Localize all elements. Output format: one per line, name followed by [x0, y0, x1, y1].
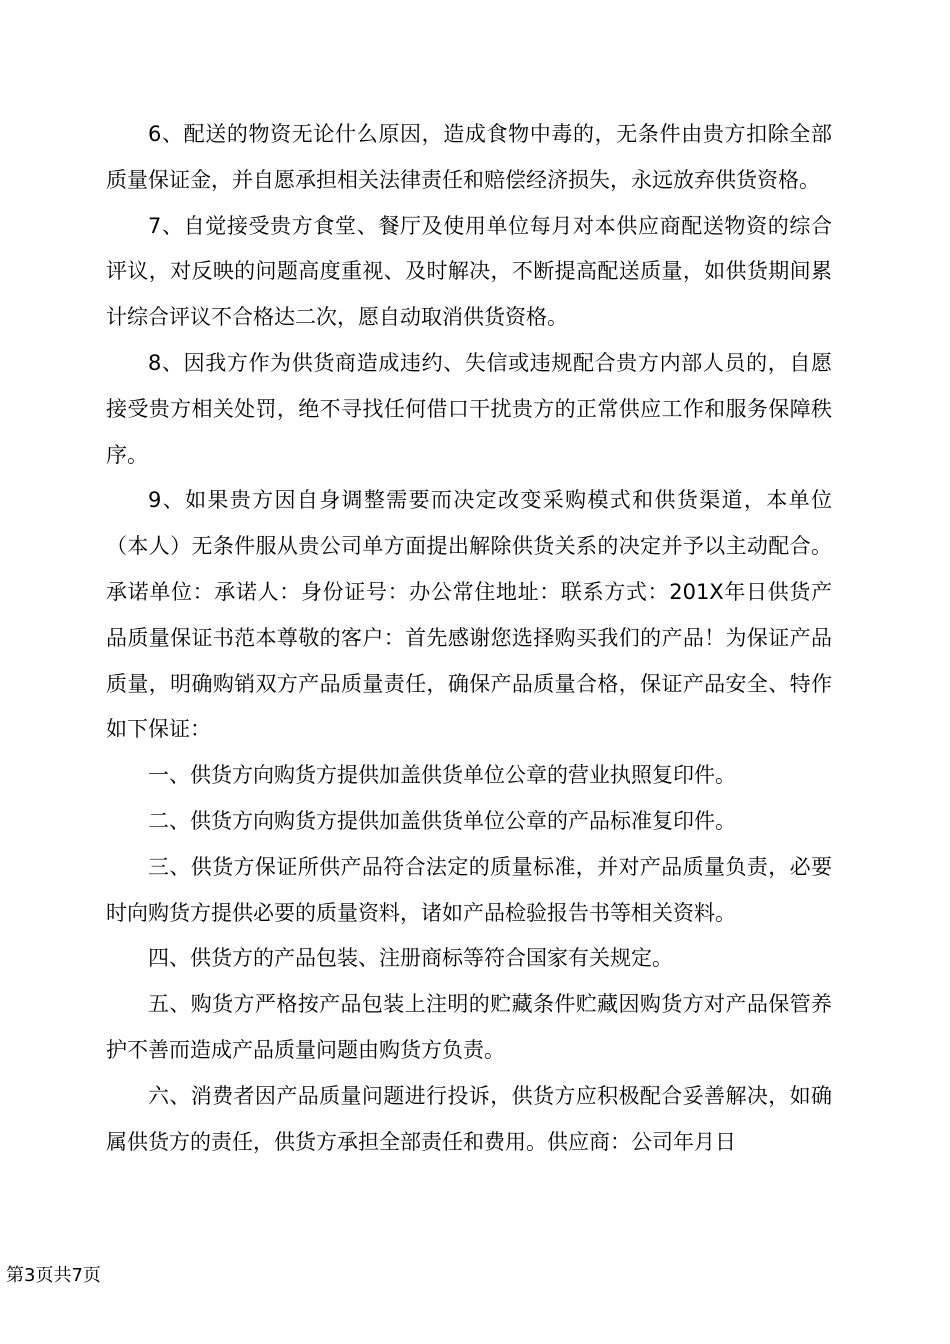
paragraph-item-8: 8、因我方作为供货商造成违约、失信或违规配合贵方内部人员的，自愿接受贵方相关处罚，绝不寻找任何借口干扰贵方的正常供应工作和服务保障秩序。 — [106, 350, 832, 467]
document-body — [106, 112, 832, 1165]
page-number-footer: 第3页共7页 — [6, 1265, 101, 1286]
guarantee-clause-5: 五、购货方严格按产品包装上注明的贮藏条件贮藏因购货方对产品保管养护不善而造成产品质量问题由购货方负责。 — [106, 992, 832, 1062]
guarantee-clause-3: 三、供货方保证所供产品符合法定的质量标准，并对产品质量负责，必要时向购货方提供必要的质量资料，诸如产品检验报告书等相关资料。 — [106, 854, 832, 925]
paragraph-item-7: 7、自觉接受贵方食堂、餐厅及使用单位每月对本供应商配送物资的综合评议，对反映的问题高度重视、及时解决，不断提高配送质量，如供货期间累计综合评议不合格达二次，愿自动取消供货资格。 — [106, 213, 832, 330]
paragraph-item-9: 9、如果贵方因自身调整需要而决定改变采购模式和供货渠道，本单位（本人）无条件服从贵公司单方面提出解除供货关系的决定并予以主动配合。承诺单位：承诺人：身份证号：办公常住地址：联系方式：201X年日供货产品质量保证书范本尊敬的客户：首先感谢您选择购买我们的产品！为保证产品质量，明确购销双方产品质量责任，确保产品质量合格，保证产品安全、特作如下保证： — [106, 488, 832, 742]
guarantee-clause-1: 一、供货方向购货方提供加盖供货单位公章的营业执照复印件。 — [148, 763, 736, 788]
guarantee-clause-2: 二、供货方向购货方提供加盖供货单位公章的产品标准复印件。 — [148, 808, 736, 833]
guarantee-clause-4: 四、供货方的产品包装、注册商标等符合国家有关规定。 — [148, 946, 673, 971]
guarantee-clause-6: 六、消费者因产品质量问题进行投诉，供货方应积极配合妥善解决，如确属供货方的责任，供货方承担全部责任和费用。供应商：公司年月日 — [106, 1083, 832, 1154]
paragraph-item-6: 6、配送的物资无论什么原因，造成食物中毒的，无条件由贵方扣除全部质量保证金，并自愿承担相关法律责任和赔偿经济损失，永远放弃供货资格。 — [106, 122, 832, 192]
